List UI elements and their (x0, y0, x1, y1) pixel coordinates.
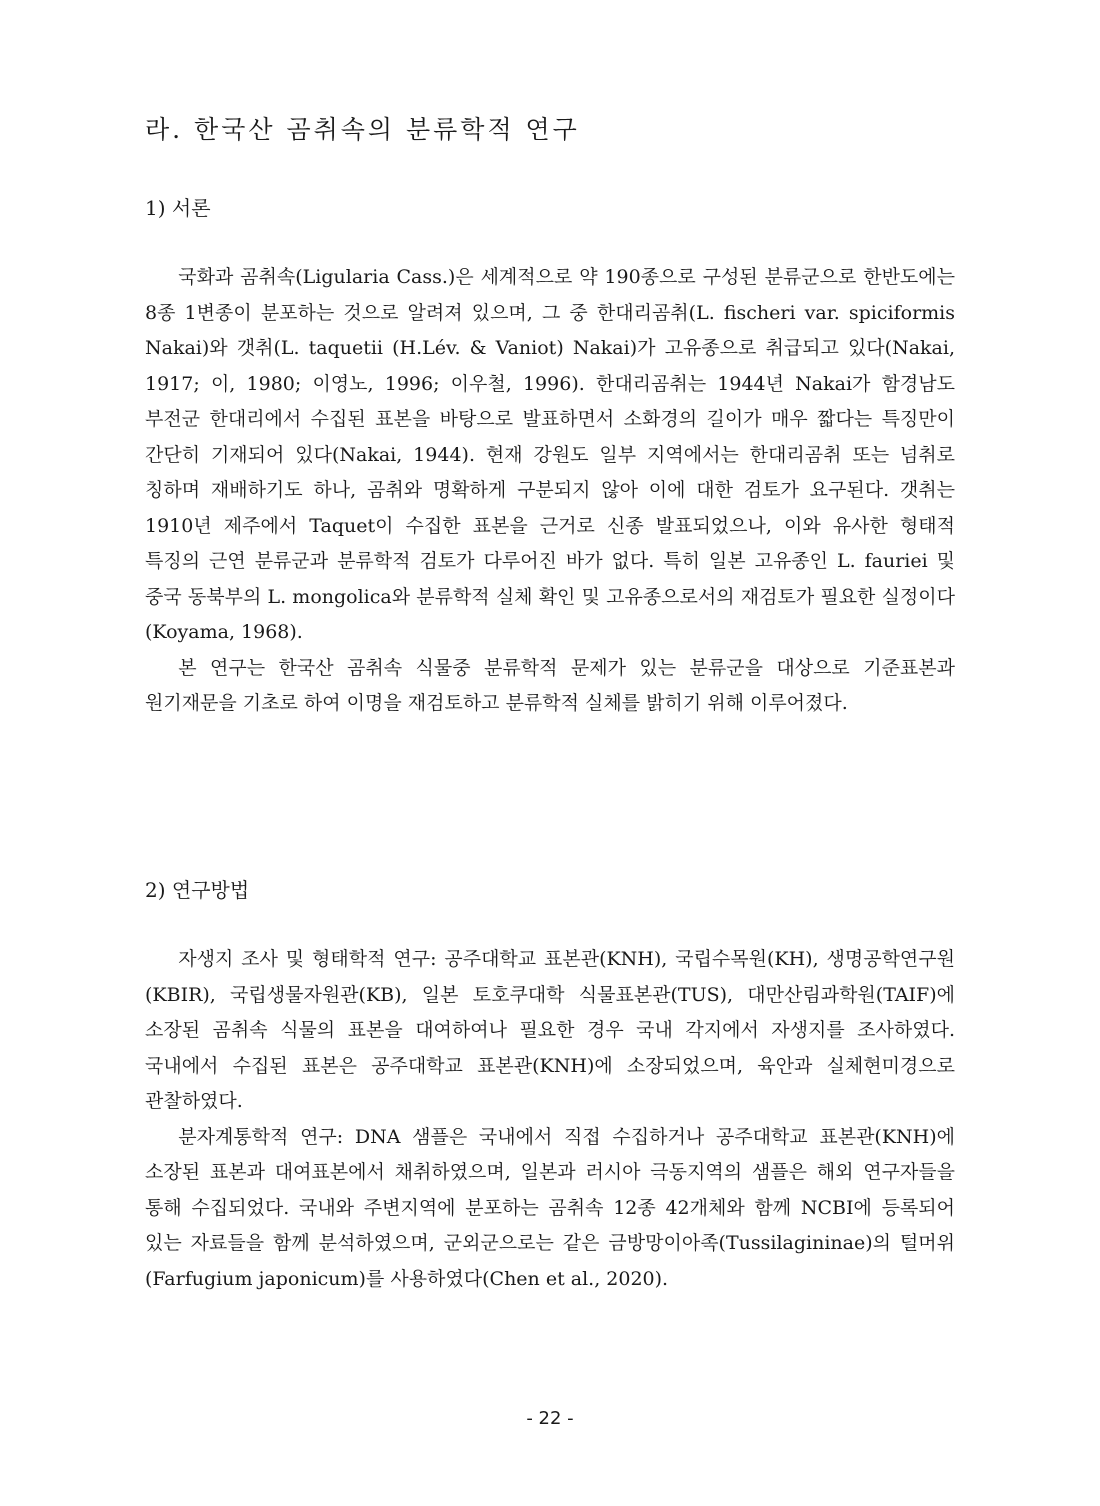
paragraph: 본 연구는 한국산 곰취속 식물중 분류학적 문제가 있는 분류군을 대상으로 기준표본과 원기재문을 기초로 하여 이명을 재검토하고 분류학적 실체를 밝히기 위해 이루어졌다. (145, 656, 955, 714)
page-number: - 22 - (526, 1408, 574, 1429)
page-title: 라. 한국산 곰취속의 분류학적 연구 (145, 115, 580, 144)
section-methods (145, 942, 955, 1297)
section-heading-introduction: 1) 서론 (145, 196, 211, 220)
section-introduction (145, 260, 955, 722)
section-heading-methods: 2) 연구방법 (145, 878, 250, 902)
paragraph: 분자계통학적 연구: DNA 샘플은 국내에서 직접 수집하거나 공주대학교 표본관(KNH)에 소장된 표본과 대여표본에서 채취하였으며, 일본과 러시아 극동지역의 샘플은 해외 연구자들을 통해 수집되었다. 국내와 주변지역에 분포하는 곰취속 12종 42개체와 함께 NCBI에 등록되어 있는 자료들을 함께 분석하였으며, 군외군으로는 같은 금방망이아족(Tussilagininae)의 털머위(Farfugium japonicum)를 사용하였다(Chen et al., 2020). (145, 1125, 955, 1290)
paragraph: 국화과 곰취속(Ligularia Cass.)은 세계적으로 약 190종으로 구성된 분류군으로 한반도에는 8종 1변종이 분포하는 것으로 알려져 있으며, 그 중 한대리곰취(L. fischeri var. spiciformis Nakai)와 갯취(L. taquetii (H.Lév. & Vaniot) Nakai)가 고유종으로 취급되고 있다(Nakai, 1917; 이, 1980; 이영노, 1996; 이우철, 1996). 한대리곰취는 1944년 Nakai가 함경남도 부전군 한대리에서 수집된 표본을 바탕으로 발표하면서 소화경의 길이가 매우 짧다는 특징만이 간단히 기재되어 있다(Nakai, 1944). 현재 강원도 일부 지역에서는 한대리곰취 또는 넘취로 칭하며 재배하기도 하나, 곰취와 명확하게 구분되지 않아 이에 대한 검토가 요구된다. 갯취는 1910년 제주에서 Taquet이 수집한 표본을 근거로 신종 발표되었으나, 이와 유사한 형태적 특징의 근연 분류군과 분류학적 검토가 다루어진 바가 없다. 특히 일본 고유종인 L. fauriei 및 중국 동북부의 L. mongolica와 분류학적 실체 확인 및 고유종으로서의 재검토가 필요한 실정이다(Koyama, 1968). (145, 266, 955, 643)
paragraph: 자생지 조사 및 형태학적 연구: 공주대학교 표본관(KNH), 국립수목원(KH), 생명공학연구원(KBIR), 국립생물자원관(KB), 일본 토호쿠대학 식물표본관(TUS), 대만산림과학원(TAIF)에 소장된 곰취속 식물의 표본을 대여하여나 필요한 경우 국내 각지에서 자생지를 조사하였다. 국내에서 수집된 표본은 공주대학교 표본관(KNH)에 소장되었으며, 육안과 실체현미경으로 관찰하였다. (145, 948, 955, 1112)
